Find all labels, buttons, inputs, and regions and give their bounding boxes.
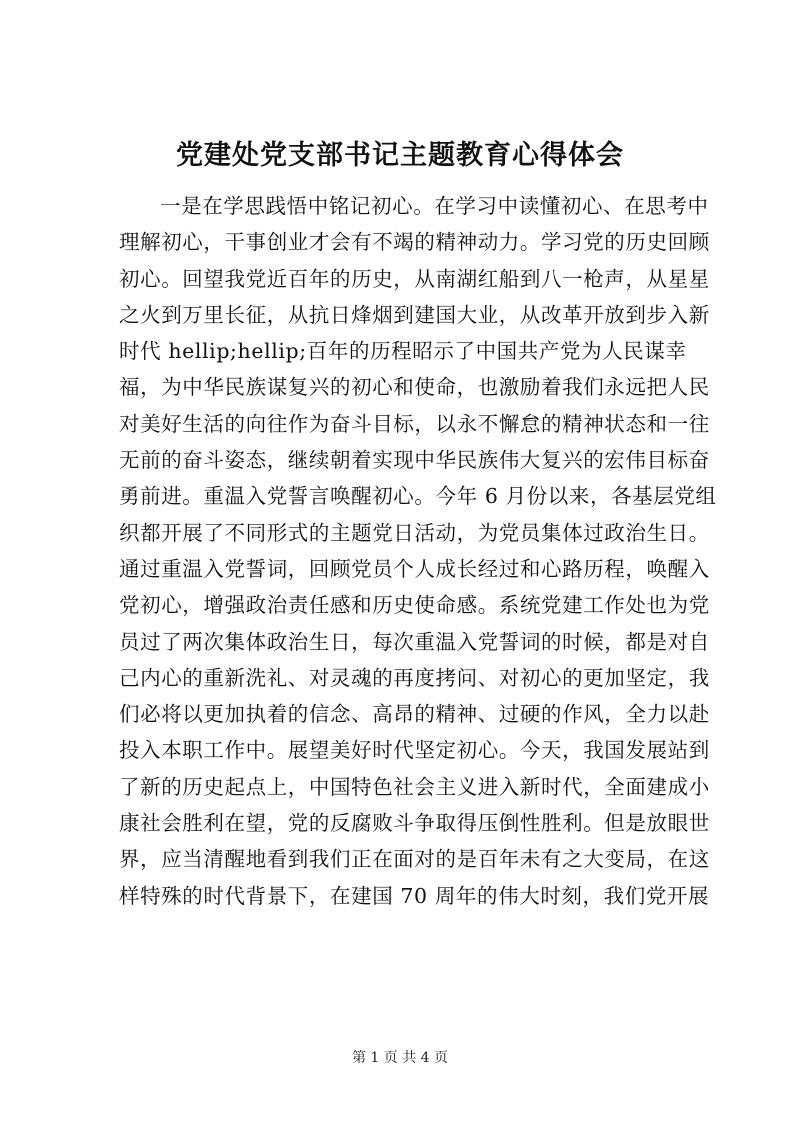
body-line: 党初心，增强政治责任感和历史使命感。系统党建工作处也为党 xyxy=(119,593,710,618)
body-line: 织都开展了不同形式的主题党日活动，为党员集体过政治生日。 xyxy=(119,520,710,545)
document-title: 党建处党支部书记主题教育心得体会 xyxy=(176,140,624,171)
body-line: 康社会胜利在望，党的反腐败斗争取得压倒性胜利。但是放眼世 xyxy=(119,811,710,836)
body-line: 投入本职工作中。展望美好时代坚定初心。今天，我国发展站到 xyxy=(119,738,710,763)
body-line: 福，为中华民族谋复兴的初心和使命，也激励着我们永远把人民 xyxy=(119,375,710,400)
page-number-footer: 第 1 页 共 4 页 xyxy=(351,1050,449,1066)
body-line: 时代 hellip;hellip;百年的历程昭示了中国共产党为人民谋幸 xyxy=(119,339,687,364)
body-line: 界，应当清醒地看到我们正在面对的是百年未有之大变局，在这 xyxy=(119,847,710,872)
body-line: 之火到万里长征，从抗日烽烟到建国大业，从改革开放到步入新 xyxy=(119,302,710,327)
body-line: 理解初心，干事创业才会有不竭的精神动力。学习党的历史回顾 xyxy=(119,230,710,255)
body-line: 无前的奋斗姿态，继续朝着实现中华民族伟大复兴的宏伟目标奋 xyxy=(119,448,710,473)
body-line: 己内心的重新洗礼、对灵魂的再度拷问、对初心的更加坚定，我 xyxy=(119,665,710,690)
body-line: 对美好生活的向往作为奋斗目标，以永不懈怠的精神状态和一往 xyxy=(119,411,710,436)
body-line: 样特殊的时代背景下，在建国 70 周年的伟大时刻，我们党开展 xyxy=(119,883,710,908)
body-line: 员过了两次集体政治生日，每次重温入党誓词的时候，都是对自 xyxy=(119,629,710,654)
body-text xyxy=(119,188,719,914)
body-line: 通过重温入党誓词，回顾党员个人成长经过和心路历程，唤醒入 xyxy=(119,556,710,581)
body-line: 了新的历史起点上，中国特色社会主义进入新时代，全面建成小 xyxy=(119,774,710,799)
body-line: 勇前进。重温入党誓言唤醒初心。今年 6 月份以来，各基层党组 xyxy=(119,484,717,509)
body-line: 一是在学思践悟中铭记初心。在学习中读懂初心、在思考中 xyxy=(160,194,709,218)
body-line: 初心。回望我党近百年的历史，从南湖红船到八一枪声，从星星 xyxy=(119,266,710,291)
body-line: 们必将以更加执着的信念、高昂的精神、过硬的作风，全力以赴 xyxy=(119,702,710,727)
